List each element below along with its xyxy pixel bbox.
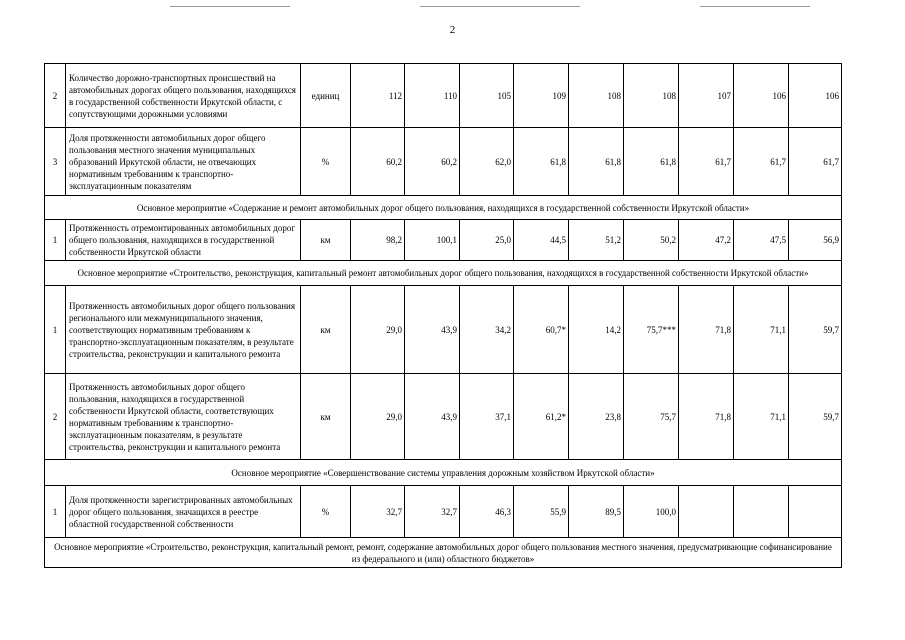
section-row	[45, 538, 842, 568]
value-cell: 50,2	[624, 220, 679, 261]
value-cell: 75,7	[624, 374, 679, 460]
value-cell: 100,0	[624, 486, 679, 538]
row-number: 1	[45, 486, 66, 538]
indicator-name: Доля протяженности автомобильных дорог общего пользования местного значения муниципальных образований Иркутской области, не отвечающих нормативным требованиям к транспортно-эксплуатационным показателям	[66, 128, 301, 196]
value-cell: 105	[460, 64, 514, 128]
value-cell: 61,2*	[514, 374, 569, 460]
indicators-table	[44, 63, 842, 568]
value-cell: 44,5	[514, 220, 569, 261]
scan-edge-line	[170, 6, 290, 7]
value-cell: 110	[405, 64, 460, 128]
value-cell: 14,2	[569, 286, 624, 374]
value-cell: 29,0	[351, 374, 405, 460]
value-cell: 112	[351, 64, 405, 128]
section-row	[45, 196, 842, 220]
value-cell: 89,5	[569, 486, 624, 538]
unit-cell: %	[301, 486, 351, 538]
indicator-name: Протяженность автомобильных дорог общего пользования регионального или межмуниципального значения, соответствующих нормативным требованиям к транспортно-эксплуатационным показателям, в результате строительства, реконструкции и капитального ремонта	[66, 286, 301, 374]
value-cell: 106	[734, 64, 789, 128]
indicator-name: Протяженность отремонтированных автомобильных дорог общего пользования, находящихся в государственной собственности Иркутской области	[66, 220, 301, 261]
value-cell: 61,7	[789, 128, 842, 196]
scan-edge-line	[420, 6, 580, 7]
value-cell: 98,2	[351, 220, 405, 261]
row-number: 1	[45, 286, 66, 374]
value-cell: 62,0	[460, 128, 514, 196]
value-cell: 23,8	[569, 374, 624, 460]
row-number: 1	[45, 220, 66, 261]
value-cell: 55,9	[514, 486, 569, 538]
indicator-name: Протяженность автомобильных дорог общего пользования, находящихся в государственной собственности Иркутской области, соответствующих нормативным требованиям к транспортно-эксплуатационным показателям, в результате строительства, реконструкции и капитального ремонта	[66, 374, 301, 460]
row-number: 3	[45, 128, 66, 196]
value-cell: 56,9	[789, 220, 842, 261]
value-cell: 61,8	[569, 128, 624, 196]
value-cell: 71,8	[679, 286, 734, 374]
unit-cell: %	[301, 128, 351, 196]
value-cell: 71,1	[734, 374, 789, 460]
value-cell: 60,7*	[514, 286, 569, 374]
unit-cell: единиц	[301, 64, 351, 128]
value-cell: 60,2	[405, 128, 460, 196]
value-cell: 34,2	[460, 286, 514, 374]
row-number: 2	[45, 64, 66, 128]
value-cell: 61,7	[734, 128, 789, 196]
value-cell: 71,8	[679, 374, 734, 460]
scan-edge-line	[700, 6, 810, 7]
table-row	[45, 286, 842, 374]
value-cell: 32,7	[405, 486, 460, 538]
table-row	[45, 64, 842, 128]
value-cell: 25,0	[460, 220, 514, 261]
unit-cell: км	[301, 286, 351, 374]
unit-cell: км	[301, 220, 351, 261]
value-cell: 61,8	[624, 128, 679, 196]
value-cell: 100,1	[405, 220, 460, 261]
value-cell: 61,7	[679, 128, 734, 196]
value-cell: 43,9	[405, 374, 460, 460]
table-row	[45, 486, 842, 538]
value-cell: 108	[569, 64, 624, 128]
unit-cell: км	[301, 374, 351, 460]
section-title: Основное мероприятие «Строительство, реконструкция, капитальный ремонт автомобильных дорог общего пользования, находящихся в государственной собственности Иркутской области»	[45, 261, 842, 286]
value-cell: 29,0	[351, 286, 405, 374]
table-row	[45, 374, 842, 460]
value-cell: 71,1	[734, 286, 789, 374]
row-number: 2	[45, 374, 66, 460]
page-number: 2	[449, 24, 456, 36]
value-cell	[789, 486, 842, 538]
indicators-table-wrapper	[44, 63, 841, 568]
value-cell: 60,2	[351, 128, 405, 196]
value-cell: 47,5	[734, 220, 789, 261]
section-title: Основное мероприятие «Строительство, реконструкция, капитальный ремонт, ремонт, содержание автомобильных дорог общего пользования местного значения, предусматривающие софинансирование из федерального и (или) областного бюджетов»	[45, 538, 842, 568]
value-cell: 108	[624, 64, 679, 128]
indicator-name: Количество дорожно-транспортных происшествий на автомобильных дорогах общего пользования, находящихся в государственной собственности Иркутской области, с сопутствующими дорожными условиями	[66, 64, 301, 128]
value-cell	[734, 486, 789, 538]
table-row	[45, 128, 842, 196]
value-cell: 46,3	[460, 486, 514, 538]
value-cell: 51,2	[569, 220, 624, 261]
value-cell: 61,8	[514, 128, 569, 196]
value-cell	[679, 486, 734, 538]
section-title: Основное мероприятие «Содержание и ремонт автомобильных дорог общего пользования, находящихся в государственной собственности Иркутской области»	[45, 196, 842, 220]
section-title: Основное мероприятие «Совершенствование системы управления дорожным хозяйством Иркутской области»	[45, 460, 842, 486]
section-row	[45, 261, 842, 286]
value-cell: 106	[789, 64, 842, 128]
section-row	[45, 460, 842, 486]
indicator-name: Доля протяженности зарегистрированных автомобильных дорог общего пользования, значащихся в реестре областной государственной собственности	[66, 486, 301, 538]
value-cell: 32,7	[351, 486, 405, 538]
value-cell: 47,2	[679, 220, 734, 261]
value-cell: 109	[514, 64, 569, 128]
value-cell: 75,7***	[624, 286, 679, 374]
value-cell: 59,7	[789, 286, 842, 374]
value-cell: 43,9	[405, 286, 460, 374]
value-cell: 37,1	[460, 374, 514, 460]
value-cell: 59,7	[789, 374, 842, 460]
table-row	[45, 220, 842, 261]
value-cell: 107	[679, 64, 734, 128]
